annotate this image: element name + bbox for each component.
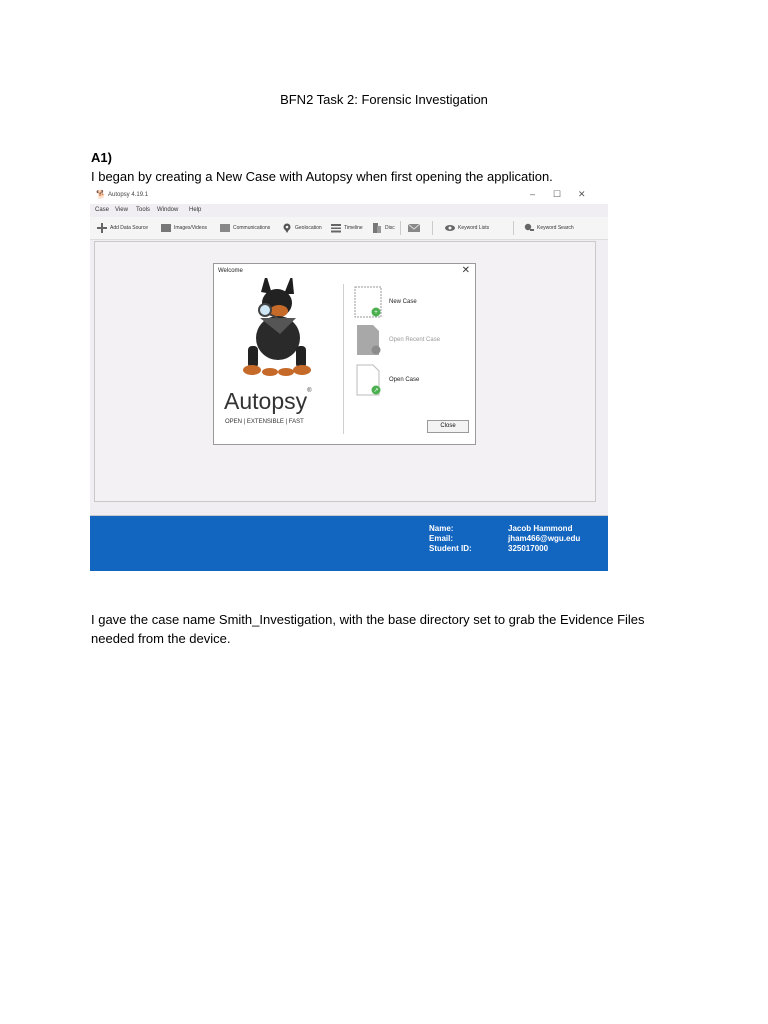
open-case-option[interactable]	[354, 364, 419, 396]
minimize-button[interactable]: –	[530, 189, 536, 199]
menu-help[interactable]: Help	[189, 207, 202, 213]
open-recent-case-label: Open Recent Case	[389, 337, 441, 343]
window-titlebar	[90, 186, 608, 204]
open-recent-case-option[interactable]	[354, 324, 440, 356]
svg-text:+: +	[374, 310, 378, 316]
menu-case[interactable]: Case	[95, 207, 110, 213]
timeline-label: Timeline	[344, 225, 363, 231]
image-icon	[161, 223, 171, 233]
intro-paragraph: I began by creating a New Case with Autopsy when first opening the application.	[91, 169, 553, 184]
welcome-dialog-title: Welcome	[218, 268, 243, 274]
autopsy-wordmark	[224, 388, 339, 415]
keyword-lists-label: Keyword Lists	[458, 225, 490, 231]
eye-icon	[445, 223, 455, 233]
toolbar-separator	[432, 221, 433, 235]
plus-icon	[97, 223, 107, 233]
student-name: Jacob Hammond	[508, 524, 573, 533]
welcome-dialog-close-icon[interactable]: ✕	[461, 265, 470, 276]
timeline-button[interactable]	[331, 222, 363, 234]
student-id-label: Student ID:	[429, 544, 472, 553]
new-case-icon	[354, 286, 382, 318]
add-data-source-button[interactable]	[97, 222, 148, 234]
toolbar-separator	[400, 221, 401, 235]
menu-view[interactable]: View	[115, 207, 128, 213]
welcome-dialog	[213, 263, 476, 445]
communications-icon	[220, 223, 230, 233]
open-case-label: Open Case	[389, 377, 420, 383]
window-close-button[interactable]: ✕	[578, 189, 586, 199]
keyword-lists-button[interactable]	[445, 222, 489, 234]
images-videos-button[interactable]	[161, 222, 207, 234]
autopsy-dog-mascot-icon	[214, 278, 342, 388]
keyword-search-label: Keyword Search	[537, 225, 574, 231]
keyword-search-button[interactable]	[524, 222, 574, 234]
dialog-divider	[343, 284, 344, 434]
autopsy-window	[90, 186, 608, 516]
menu-tools[interactable]: Tools	[136, 207, 151, 213]
autopsy-screenshot	[90, 186, 608, 571]
document-title: BFN2 Task 2: Forensic Investigation	[280, 92, 488, 107]
close-button[interactable]: Close	[427, 420, 469, 433]
new-case-option[interactable]	[354, 286, 417, 318]
student-info-values	[508, 524, 580, 554]
autopsy-logo-name: Autopsy	[224, 388, 308, 414]
discovery-icon	[372, 223, 382, 233]
geolocation-button[interactable]	[282, 222, 322, 234]
autopsy-tagline: OPEN | EXTENSIBLE | FAST	[225, 419, 304, 425]
student-email: jham466@wgu.edu	[508, 534, 581, 543]
toolbar	[90, 217, 608, 240]
autopsy-app-icon: 🐕	[96, 190, 106, 199]
geolocation-label: Geolocation	[295, 225, 322, 231]
map-pin-icon	[282, 223, 292, 233]
communications-label: Communications	[233, 225, 271, 231]
add-data-source-label: Add Data Source	[110, 225, 149, 231]
images-videos-label: Images/Videos	[174, 225, 207, 231]
discovery-button[interactable]	[372, 222, 395, 234]
toolbar-separator	[513, 221, 514, 235]
svg-text:↗: ↗	[373, 388, 379, 394]
communications-button[interactable]	[220, 222, 270, 234]
new-case-label: New Case	[389, 299, 417, 305]
autopsy-logo	[214, 278, 342, 444]
recent-case-icon	[354, 324, 382, 356]
maximize-button[interactable]: ☐	[553, 189, 562, 199]
case-name-paragraph: I gave the case name Smith_Investigation, with the base directory set to grab the Evidence Files needed from the device.	[91, 612, 645, 646]
window-title: Autopsy 4.19.1	[108, 192, 149, 198]
registered-mark: ®	[307, 388, 312, 394]
student-info-labels	[429, 524, 472, 554]
section-heading: A1)	[91, 150, 112, 165]
email-toolbar-button[interactable]	[408, 222, 423, 234]
timeline-icon	[331, 223, 341, 233]
magnifier-key-icon	[524, 223, 534, 233]
menu-window[interactable]: Window	[157, 207, 179, 213]
discovery-label: Disc	[385, 225, 395, 231]
envelope-icon	[408, 223, 420, 233]
student-id: 325017000	[508, 544, 549, 553]
name-label: Name:	[429, 524, 454, 533]
email-label: Email:	[429, 534, 454, 543]
open-case-icon	[354, 364, 382, 396]
